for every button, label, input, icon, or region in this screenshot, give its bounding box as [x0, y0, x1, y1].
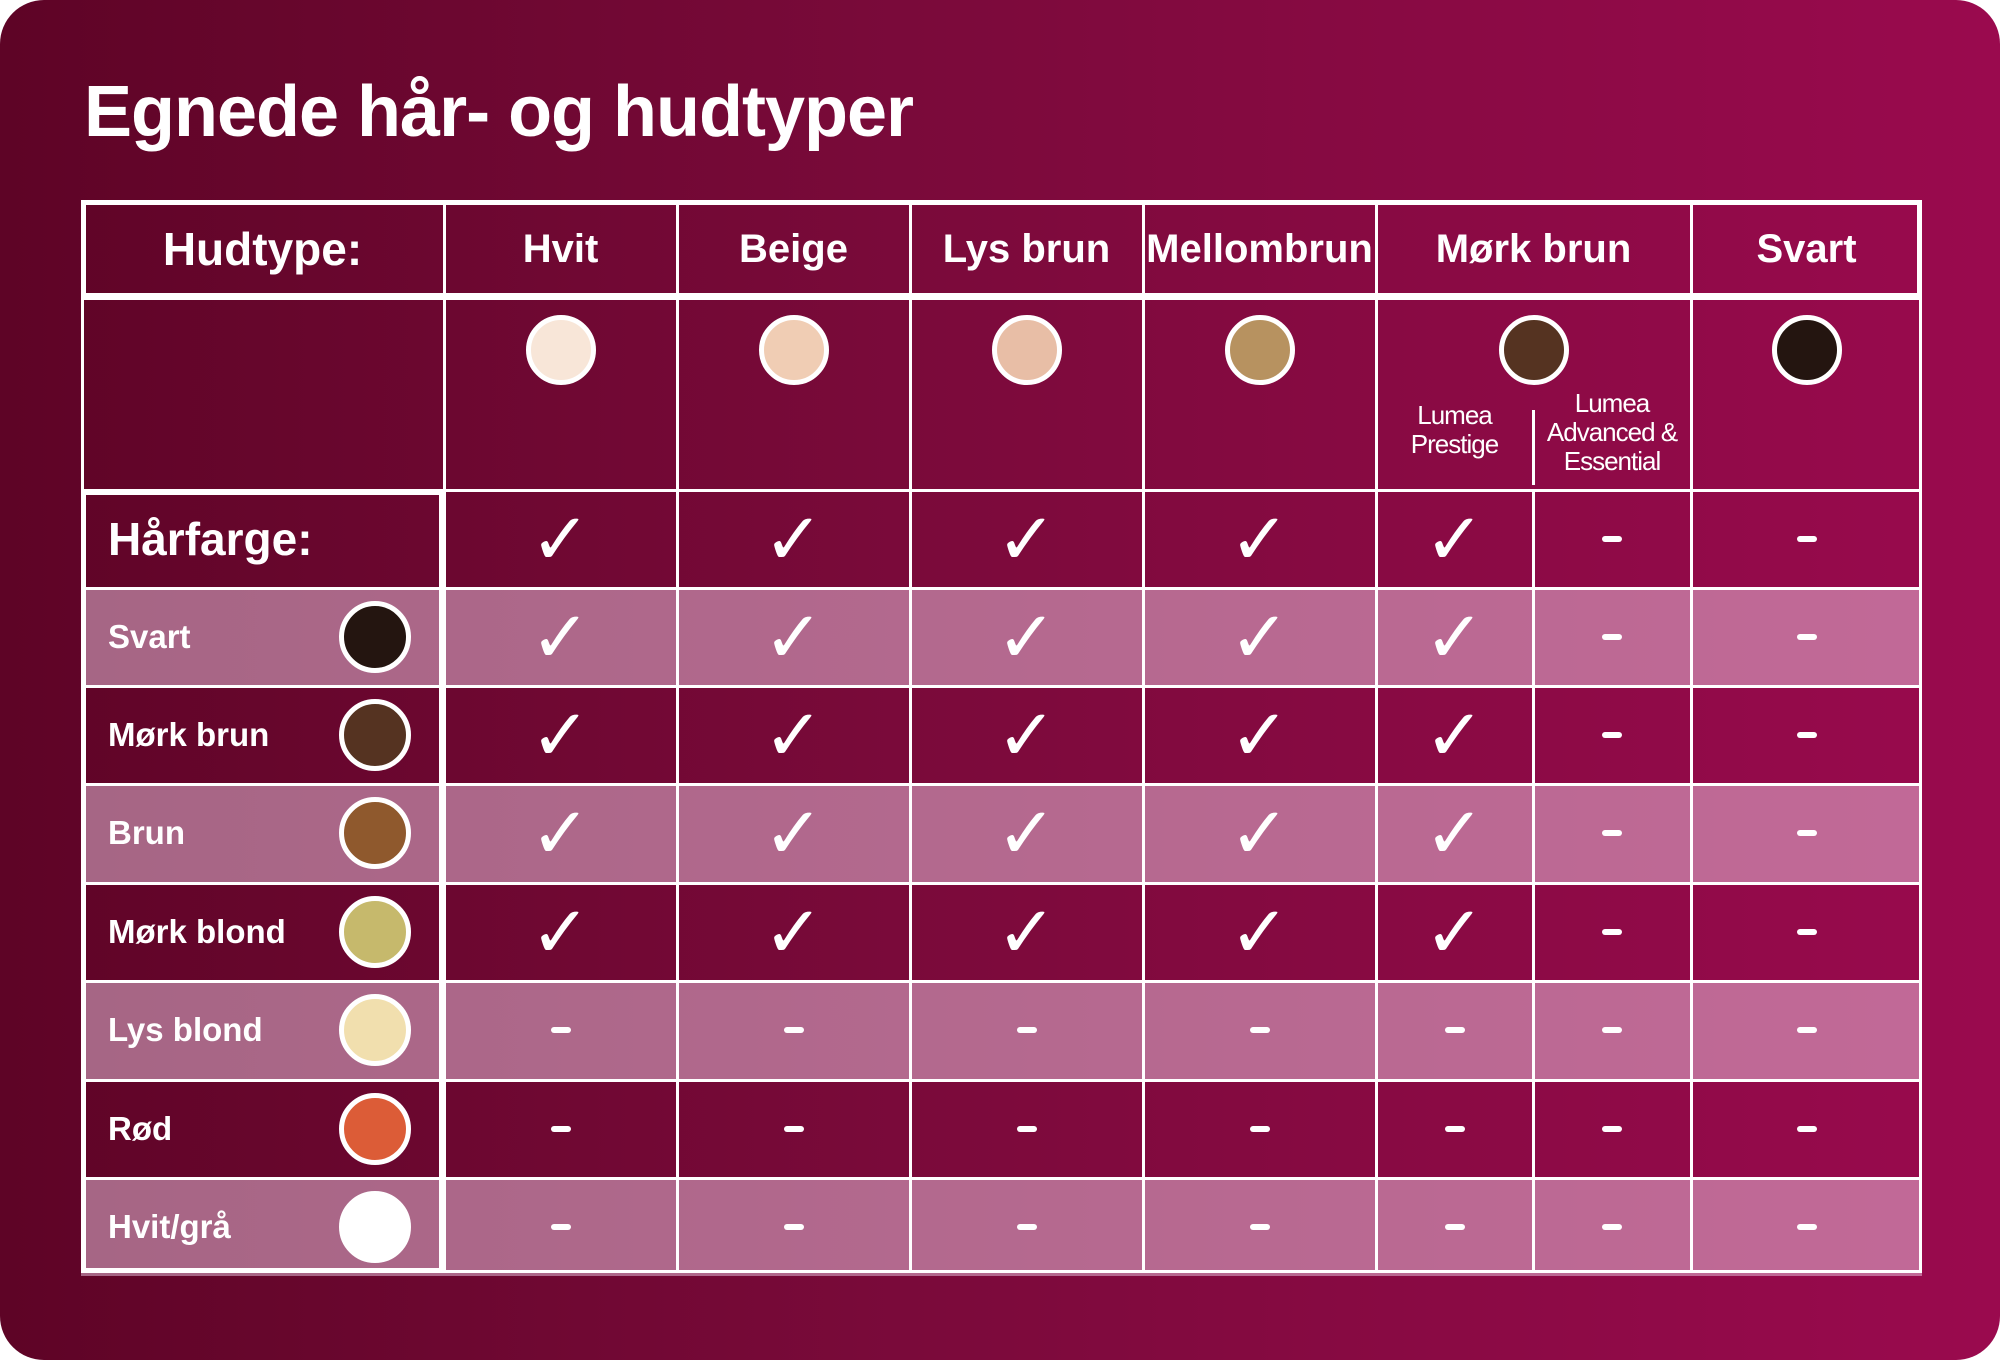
dash-icon: [1445, 1027, 1465, 1033]
dash-mark: [1691, 1178, 1922, 1276]
check-icon: ✓: [1229, 890, 1290, 974]
check-mark: [1376, 588, 1533, 686]
dash-icon: [1445, 1224, 1465, 1230]
dash-mark: [1691, 883, 1922, 981]
dash-icon: [1602, 830, 1622, 836]
hair-color-label: Mørk brun: [108, 716, 270, 753]
skin-swatch: [526, 315, 596, 385]
dash-mark: [1376, 1080, 1533, 1178]
dash-icon: [784, 1224, 804, 1230]
dash-icon: [1797, 830, 1817, 836]
dash-mark: [1143, 1080, 1376, 1178]
check-mark: [677, 883, 910, 981]
check-mark: [910, 588, 1143, 686]
hair-color-swatch: [339, 994, 411, 1066]
check-mark: [677, 490, 910, 588]
check-mark: [910, 490, 1143, 588]
check-icon: ✓: [763, 791, 824, 875]
check-icon: ✓: [996, 497, 1057, 581]
hair-color-swatch: [339, 896, 411, 968]
dash-mark: [1691, 981, 1922, 1079]
hair-color-label: Lys blond: [108, 1011, 263, 1048]
check-mark: [444, 686, 677, 784]
check-mark: [444, 883, 677, 981]
dash-mark: [1376, 1178, 1533, 1276]
dash-icon: [1250, 1224, 1270, 1230]
check-icon: ✓: [1424, 693, 1485, 777]
dash-mark: [1376, 981, 1533, 1079]
harfarge-label: Hårfarge:: [108, 513, 313, 565]
check-icon: ✓: [1424, 890, 1485, 974]
check-mark: [444, 490, 677, 588]
check-mark: [677, 784, 910, 882]
dash-mark: [1533, 588, 1691, 686]
hair-color-label: Rød: [108, 1110, 173, 1147]
check-icon: ✓: [763, 595, 824, 679]
dash-mark: [444, 1080, 677, 1178]
skin-swatch: [992, 315, 1062, 385]
check-icon: ✓: [530, 595, 591, 679]
dash-icon: [1017, 1027, 1037, 1033]
dash-icon: [1797, 732, 1817, 738]
dash-icon: [1797, 1126, 1817, 1132]
dash-icon: [551, 1027, 571, 1033]
dash-icon: [1797, 929, 1817, 935]
dash-icon: [1250, 1027, 1270, 1033]
page-title: Egnede hår- og hudtyper: [84, 72, 914, 152]
dash-mark: [1691, 686, 1922, 784]
dash-icon: [1797, 634, 1817, 640]
dash-icon: [1602, 634, 1622, 640]
skin-swatch: [1499, 315, 1569, 385]
check-mark: [444, 588, 677, 686]
dash-mark: [444, 981, 677, 1079]
dash-mark: [1533, 784, 1691, 882]
hair-color-label: Hvit/grå: [108, 1208, 231, 1245]
skin-swatch: [1772, 315, 1842, 385]
check-icon: ✓: [996, 693, 1057, 777]
hair-color-label: Mørk blond: [108, 913, 286, 950]
check-icon: ✓: [530, 791, 591, 875]
check-mark: [1143, 784, 1376, 882]
check-icon: ✓: [530, 693, 591, 777]
dash-icon: [1797, 1027, 1817, 1033]
skin-column-header: Hvit: [522, 226, 599, 271]
skin-column-header: Svart: [1756, 226, 1857, 271]
check-mark: [1376, 883, 1533, 981]
dash-icon: [1797, 1224, 1817, 1230]
dash-mark: [444, 1178, 677, 1276]
check-icon: ✓: [530, 890, 591, 974]
check-icon: ✓: [1229, 791, 1290, 875]
check-mark: [677, 686, 910, 784]
dash-mark: [677, 1178, 910, 1276]
dash-icon: [1602, 1027, 1622, 1033]
dash-icon: [1017, 1224, 1037, 1230]
check-icon: ✓: [1424, 595, 1485, 679]
dash-icon: [1445, 1126, 1465, 1132]
dash-icon: [1602, 929, 1622, 935]
check-mark: [1143, 490, 1376, 588]
dash-mark: [910, 1178, 1143, 1276]
skin-swatch: [1225, 315, 1295, 385]
dash-mark: [1533, 686, 1691, 784]
dash-icon: [1602, 536, 1622, 542]
check-icon: ✓: [1229, 693, 1290, 777]
dash-mark: [1143, 981, 1376, 1079]
dash-icon: [1602, 732, 1622, 738]
check-icon: ✓: [1229, 497, 1290, 581]
dash-mark: [1533, 981, 1691, 1079]
dash-icon: [784, 1027, 804, 1033]
dash-mark: [1691, 784, 1922, 882]
check-mark: [444, 784, 677, 882]
dash-mark: [1691, 1080, 1922, 1178]
check-mark: [1376, 784, 1533, 882]
dash-icon: [1602, 1224, 1622, 1230]
suitability-table: [81, 200, 1922, 1273]
dash-mark: [1143, 1178, 1376, 1276]
check-mark: [1143, 883, 1376, 981]
dash-mark: [910, 981, 1143, 1079]
dash-mark: [1533, 883, 1691, 981]
dash-mark: [1691, 588, 1922, 686]
skin-column-header: Mørk brun: [1435, 226, 1632, 271]
check-icon: ✓: [996, 595, 1057, 679]
check-icon: ✓: [763, 693, 824, 777]
dash-mark: [677, 981, 910, 1079]
skin-column-header: Mellombrun: [1146, 226, 1373, 271]
check-icon: ✓: [763, 890, 824, 974]
check-icon: ✓: [996, 791, 1057, 875]
dash-icon: [1602, 1126, 1622, 1132]
dash-mark: [1533, 1178, 1691, 1276]
check-icon: ✓: [1229, 595, 1290, 679]
check-icon: ✓: [1424, 497, 1485, 581]
skin-column-header: Beige: [739, 226, 848, 271]
dash-icon: [784, 1126, 804, 1132]
check-mark: [1376, 490, 1533, 588]
dash-icon: [551, 1126, 571, 1132]
dash-icon: [551, 1224, 571, 1230]
hudtype-label: Hudtype:: [162, 223, 363, 275]
hair-color-swatch: [339, 797, 411, 869]
check-mark: [910, 686, 1143, 784]
dash-mark: [677, 1080, 910, 1178]
skin-column-header: Lys brun: [942, 226, 1111, 271]
hair-color-swatch: [339, 699, 411, 771]
hair-color-swatch: [339, 1191, 411, 1263]
check-mark: [910, 883, 1143, 981]
dash-mark: [910, 1080, 1143, 1178]
dash-icon: [1250, 1126, 1270, 1132]
dash-icon: [1797, 536, 1817, 542]
dash-mark: [1533, 490, 1691, 588]
check-mark: [910, 784, 1143, 882]
sub-column-label: Lumea Advanced & Essential: [1546, 388, 1678, 476]
check-icon: ✓: [763, 497, 824, 581]
dash-mark: [1691, 490, 1922, 588]
check-icon: ✓: [1424, 791, 1485, 875]
dash-icon: [1017, 1126, 1037, 1132]
sub-column-label: Lumea Prestige: [1410, 400, 1499, 459]
hair-color-swatch: [339, 601, 411, 673]
check-icon: ✓: [996, 890, 1057, 974]
hair-color-label: Brun: [108, 814, 185, 851]
check-mark: [677, 588, 910, 686]
hair-color-label: Svart: [108, 618, 191, 655]
hair-color-swatch: [339, 1093, 411, 1165]
dash-mark: [1533, 1080, 1691, 1178]
skin-swatch: [759, 315, 829, 385]
check-mark: [1143, 588, 1376, 686]
check-icon: ✓: [530, 497, 591, 581]
check-mark: [1143, 686, 1376, 784]
check-mark: [1376, 686, 1533, 784]
